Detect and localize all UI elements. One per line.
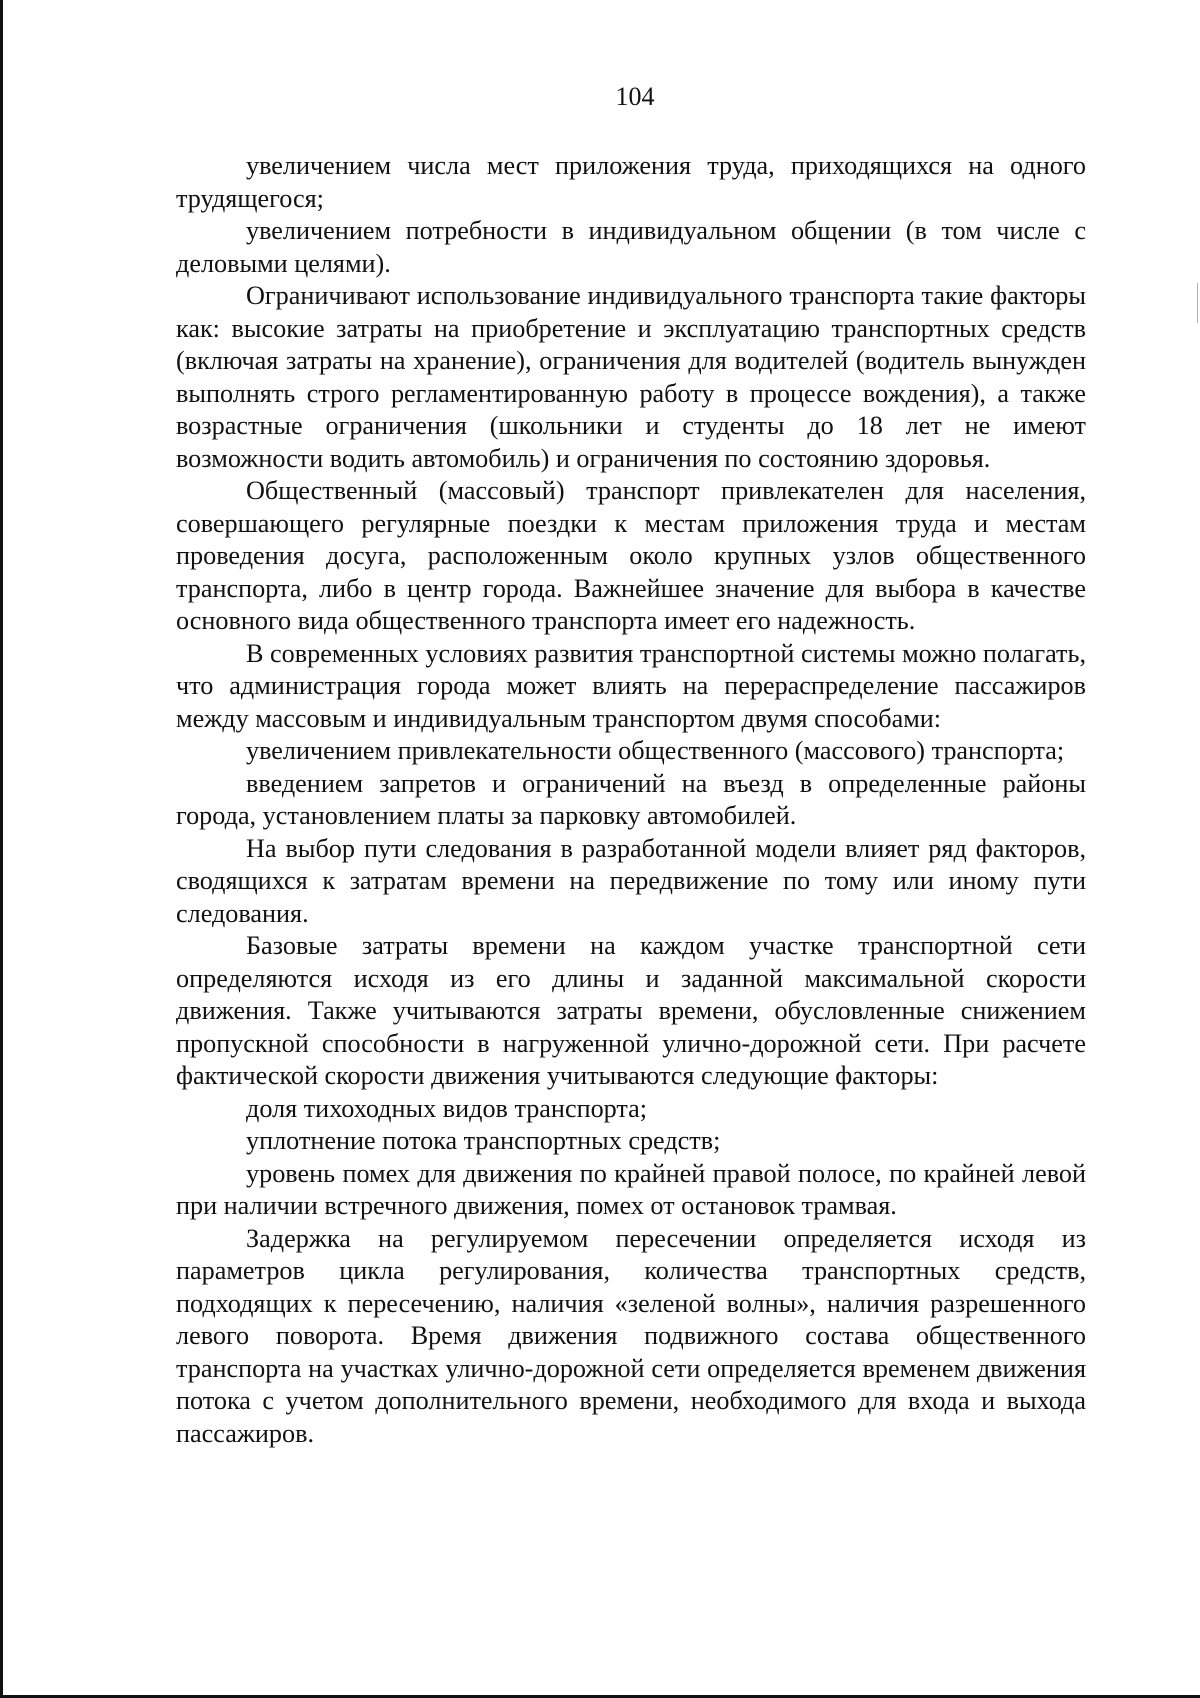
paragraph: уровень помех для движения по крайней правой полосе, по крайней левой при наличии встречного движения, помех от остановок трамвая.: [176, 1158, 1086, 1220]
paragraph: увеличением числа мест приложения труда, приходящихся на одного трудящегося;: [176, 151, 1086, 213]
paragraph: В современных условиях развития транспортной системы можно полагать, что администрация города может влиять на перераспределение пассажиров между массовым и индивидуальным транспортом двумя способами:: [176, 638, 1086, 733]
scan-border-left: [0, 0, 3, 1698]
paragraph: На выбор пути следования в разработанной модели влияет ряд факторов, сводящихся к затратам времени на передвижение по тому или иному пути следования.: [176, 833, 1086, 928]
body-text: [176, 150, 1086, 1450]
paragraph: доля тихоходных видов транспорта;: [246, 1093, 648, 1123]
paragraph: Базовые затраты времени на каждом участке транспортной сети определяются исходя из его длины и заданной максимальной скорости движения. Также учитываются затраты времени, обусловленные снижением пропускной способности в нагруженной улично-дорожной сети. При расчете фактической скорости движения учитываются следующие факторы:: [176, 931, 1086, 1090]
paragraph: Общественный (массовый) транспорт привлекателен для населения, совершающего регулярные поездки к местам приложения труда и местам проведения досуга, расположенным около крупных узлов общественного транспорта, либо в центр города. Важнейшее значение для выбора в качестве основного вида общественного транспорта имеет его надежность.: [176, 476, 1086, 635]
paragraph: введением запретов и ограничений на въезд в определенные районы города, установлением платы за парковку автомобилей.: [176, 768, 1086, 830]
paragraph: Ограничивают использование индивидуального транспорта такие факторы как: высокие затраты на приобретение и эксплуатацию транспортных средств (включая затраты на хранение), ограничения для водителей (водитель вынужден выполнять строго регламентированную работу в процессе вождения), а также возрастные ограничения (школьники и студенты до 18 лет не имеют возможности водить автомобиль) и ограничения по состоянию здоровья.: [176, 281, 1086, 473]
paragraph: увеличением потребности в индивидуальном общении (в том числе с деловыми целями).: [176, 216, 1086, 278]
scan-mark: [1197, 283, 1198, 323]
paragraph: уплотнение потока транспортных средств;: [246, 1126, 721, 1155]
paragraph: Задержка на регулируемом пересечении определяется исходя из параметров цикла регулирования, количества транспортных средств, подходящих к пересечению, наличия «зеленой волны», наличия разрешенного левого поворота. Время движения подвижного состава общественного транспорта на участках улично-дорожной сети определяется временем движения потока с учетом дополнительного времени, необходимого для входа и выхода пассажиров.: [176, 1223, 1086, 1448]
paragraph: увеличением привлекательности общественного (массового) транспорта;: [246, 736, 1065, 765]
page-number: 104: [615, 82, 655, 111]
